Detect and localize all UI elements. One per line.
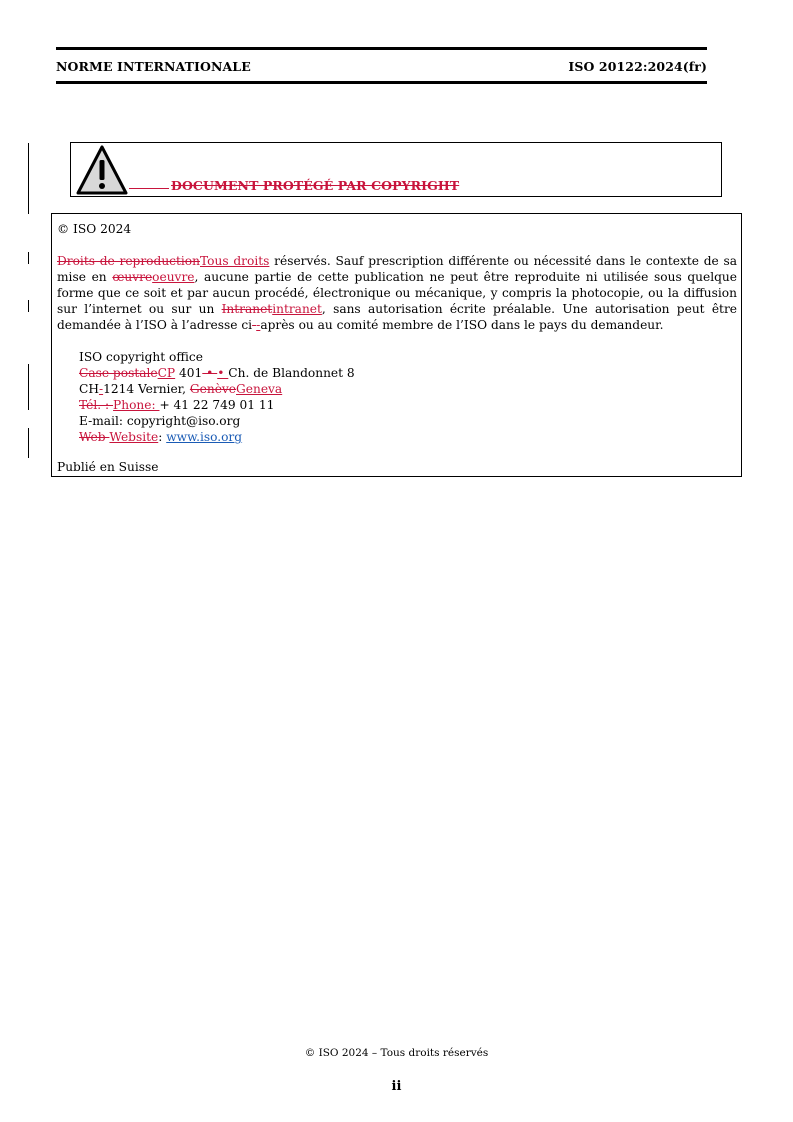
address-text: 401 <box>175 366 203 380</box>
copyright-line: © ISO 2024 <box>57 222 132 236</box>
change-bar <box>28 300 29 312</box>
deleted-text: œuvre <box>112 270 153 284</box>
deleted-text: Case postale <box>79 366 158 380</box>
address-block <box>79 349 355 445</box>
copyright-warning-box <box>70 142 722 197</box>
address-line-city <box>79 381 355 397</box>
header-right: ISO 20122:2024(fr) <box>568 59 707 74</box>
inserted-text: oeuvre <box>152 270 195 284</box>
deleted-text: Intranet <box>221 302 273 316</box>
inserted-text: - <box>98 382 104 396</box>
paragraph-text: , aucune partie de cette publication ne peut être reproduite ni utilisée sous quelque forme que ce soit et par aucun procédé, électronique ou mécanique, y compris la photocopie, ou la diffusion sur l’internet ou sur un <box>57 270 737 316</box>
paragraph-text: après ou au comité membre de l’ISO dans le pays du demandeur. <box>260 318 664 332</box>
address-line-phone <box>79 397 355 413</box>
address-line-email: E-mail: copyright@iso.org <box>79 414 241 428</box>
inserted-text: Website <box>109 430 159 444</box>
deleted-text: - <box>252 318 257 332</box>
deleted-text: Droits de reproduction <box>57 254 200 268</box>
deleted-text: Genève <box>189 382 237 396</box>
address-text: + 41 22 749 01 11 <box>159 398 275 412</box>
inserted-text: Tous droits <box>199 254 270 268</box>
inserted-text: CP <box>157 366 176 380</box>
website-link[interactable]: www.iso.org <box>166 430 243 444</box>
warning-title: DOCUMENT PROTÉGÉ PAR COPYRIGHT <box>171 178 460 193</box>
address-text: : <box>158 430 167 444</box>
address-line-website <box>79 429 355 445</box>
deleted-text: Tél. : <box>79 398 114 412</box>
change-bar <box>28 143 29 214</box>
address-office: ISO copyright office <box>79 350 203 364</box>
change-bar <box>28 428 29 458</box>
deleted-text: Web <box>79 430 110 444</box>
inserted-text: Phone: <box>113 398 160 412</box>
rights-paragraph <box>57 253 737 333</box>
header-bottom-rule <box>56 81 707 84</box>
change-bar <box>28 252 29 264</box>
address-text: CH <box>79 382 99 396</box>
inserted-text: intranet <box>272 302 322 316</box>
address-text: Ch. de Blandonnet 8 <box>228 366 355 380</box>
published-in: Publié en Suisse <box>57 460 159 474</box>
address-text: 1214 Vernier, <box>103 382 190 396</box>
deleted-text: • <box>202 366 218 380</box>
change-bar <box>28 364 29 410</box>
warning-triangle-icon <box>76 145 128 195</box>
paragraph-text: , sans autorisation écrite préalable. Une autorisation peut être demandée à l’ISO à l’adresse ci <box>57 302 737 332</box>
header-top-rule <box>56 47 707 50</box>
inserted-text: • <box>217 366 229 380</box>
warning-separator <box>129 188 169 189</box>
page-number: ii <box>391 1079 402 1094</box>
address-line-postbox <box>79 365 355 381</box>
copyright-box <box>51 213 742 477</box>
paragraph-text: réservés. Sauf prescription différente ou nécessité dans le contexte de sa mise en <box>57 254 737 284</box>
inserted-text: - <box>256 318 261 332</box>
inserted-text: Geneva <box>236 382 283 396</box>
footer-copyright: © ISO 2024 – Tous droits réservés <box>304 1047 489 1059</box>
header-left: NORME INTERNATIONALE <box>56 59 251 74</box>
